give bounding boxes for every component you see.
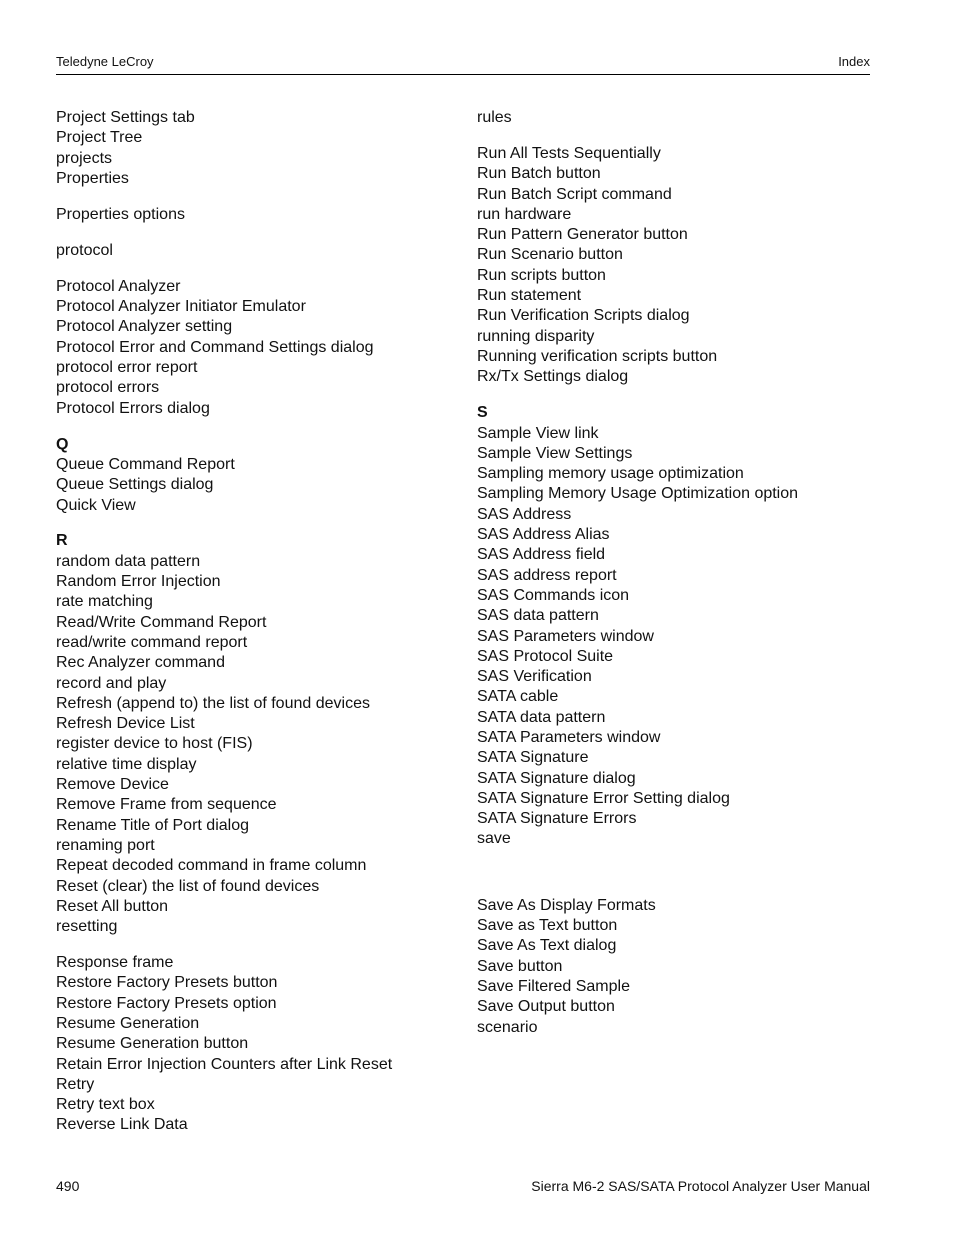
index-entry: Retry text box	[56, 1096, 155, 1114]
index-entry: SATA cable	[477, 688, 559, 706]
index-column-right	[477, 108, 897, 1038]
index-entry: SAS Address Alias	[477, 526, 610, 544]
index-entry: Quick View	[56, 496, 136, 514]
index-entry: Protocol Analyzer Initiator Emulator	[56, 298, 306, 316]
index-entry: Rename Title of Port dialog	[56, 816, 249, 834]
index-entry: Read/Write Command Report	[56, 613, 267, 631]
index-letter-heading: Q	[56, 435, 69, 453]
index-entry: Project Settings tab	[56, 109, 195, 126]
index-entry: Refresh Device List	[56, 715, 195, 733]
index-entry: relative time display	[56, 755, 197, 773]
index-entry: SAS Commands icon	[477, 586, 630, 604]
index-entry: Refresh (append to) the list of found devices	[56, 694, 370, 712]
index-entry: Restore Factory Presets option	[56, 994, 277, 1012]
index-entry: Retain Error Injection Counters after Link Reset	[56, 1055, 393, 1073]
index-entry: Reverse Link Data	[56, 1116, 188, 1134]
index-entry: Sample View Settings	[477, 444, 633, 462]
index-entry: Retry	[56, 1075, 95, 1093]
index-entry: Properties	[56, 169, 129, 187]
index-entry: Save Output button	[477, 998, 615, 1016]
index-entry: record and play	[56, 674, 167, 692]
index-entry: resetting	[56, 918, 118, 936]
header-rule	[56, 74, 870, 75]
index-entry: Run Batch button	[477, 165, 601, 183]
index-entry: save	[477, 830, 511, 848]
index-entry: random data pattern	[56, 552, 201, 570]
index-entry: Remove Frame from sequence	[56, 796, 277, 814]
entry-gap	[56, 225, 456, 241]
index-entry: Save As Display Formats	[477, 896, 656, 914]
index-entry: Remove Device	[56, 776, 169, 794]
index-entry: Run Verification Scripts dialog	[477, 307, 690, 325]
index-entry: Repeat decoded command in frame column	[56, 857, 367, 875]
index-entry: SATA Signature dialog	[477, 769, 636, 787]
entry-gap	[56, 261, 456, 277]
entry-gap	[56, 419, 456, 435]
index-entry: Random Error Injection	[56, 573, 221, 591]
index-entry: projects	[56, 149, 113, 167]
index-entry: renaming port	[56, 836, 155, 854]
index-entry: Rx/Tx Settings dialog	[477, 368, 629, 386]
index-entry: Run statement	[477, 287, 582, 305]
entry-gap	[477, 850, 897, 896]
index-entry: SAS Address field	[477, 546, 606, 564]
index-entry: SATA Signature Errors	[477, 810, 637, 828]
index-entry: Run All Tests Sequentially	[477, 144, 661, 162]
index-entry: SATA data pattern	[477, 708, 606, 726]
index-entry: rules	[477, 109, 512, 126]
index-entry: SATA Signature	[477, 749, 589, 767]
entry-gap	[56, 516, 456, 532]
index-entry: Run scripts button	[477, 266, 606, 284]
index-entry: Queue Settings dialog	[56, 476, 214, 494]
index-entry: protocol	[56, 241, 113, 259]
index-entry: Properties options	[56, 205, 185, 223]
index-entry: protocol errors	[56, 379, 160, 397]
index-entry: Sample View link	[477, 424, 599, 442]
index-entry: Run Scenario button	[477, 246, 623, 264]
index-entry: Running verification scripts button	[477, 347, 718, 365]
index-entry: protocol error report	[56, 359, 198, 377]
index-entry: Reset All button	[56, 897, 169, 915]
running-header-right: Index	[838, 54, 870, 69]
footer-title: Sierra M6-2 SAS/SATA Protocol Analyzer User Manual	[531, 1178, 870, 1194]
index-entry: Reset (clear) the list of found devices	[56, 877, 320, 895]
index-entry: Resume Generation button	[56, 1035, 249, 1053]
entry-gap	[56, 189, 456, 205]
index-column-left	[56, 108, 456, 1136]
index-entry: read/write command report	[56, 633, 248, 651]
running-header-left: Teledyne LeCroy	[56, 54, 154, 69]
index-entry: SAS Parameters window	[477, 627, 654, 645]
index-entry: Protocol Errors dialog	[56, 399, 210, 417]
index-entry: SAS Address	[477, 505, 572, 523]
index-entry: Protocol Analyzer	[56, 277, 181, 295]
index-entry: Sampling memory usage optimization	[477, 465, 744, 483]
index-entry: Run Batch Script command	[477, 185, 672, 203]
index-entry: SAS data pattern	[477, 607, 599, 625]
index-entry: SAS address report	[477, 566, 617, 584]
entry-gap	[56, 937, 456, 953]
entry-gap	[477, 388, 897, 404]
index-entry: scenario	[477, 1018, 538, 1036]
index-entry: Rec Analyzer command	[56, 654, 225, 672]
entry-gap	[477, 128, 897, 144]
index-entry: run hardware	[477, 205, 572, 223]
index-entry: Save as Text button	[477, 917, 618, 935]
index-entry: Restore Factory Presets button	[56, 974, 278, 992]
index-entry: running disparity	[477, 327, 595, 345]
index-entry: Protocol Error and Command Settings dialog	[56, 338, 374, 356]
index-letter-heading: R	[56, 532, 68, 550]
page-number: 490	[56, 1178, 80, 1194]
index-entry: Project Tree	[56, 129, 143, 147]
index-entry: register device to host (FIS)	[56, 735, 253, 753]
index-entry: rate matching	[56, 593, 153, 611]
index-entry: Run Pattern Generator button	[477, 226, 688, 244]
index-entry: SAS Verification	[477, 668, 592, 686]
index-entry: Sampling Memory Usage Optimization option	[477, 485, 799, 503]
index-letter-heading: S	[477, 404, 488, 422]
index-entry: Resume Generation	[56, 1015, 200, 1032]
index-entry: Save Filtered Sample	[477, 977, 630, 995]
index-entry: SAS Protocol Suite	[477, 647, 614, 665]
index-entry: SATA Parameters window	[477, 728, 661, 746]
index-entry: Response frame	[56, 954, 174, 972]
index-entry: Queue Command Report	[56, 455, 235, 473]
index-entry: Save button	[477, 957, 563, 975]
index-entry: Save As Text dialog	[477, 937, 617, 955]
index-entry: Protocol Analyzer setting	[56, 318, 233, 336]
index-entry: SATA Signature Error Setting dialog	[477, 789, 730, 807]
